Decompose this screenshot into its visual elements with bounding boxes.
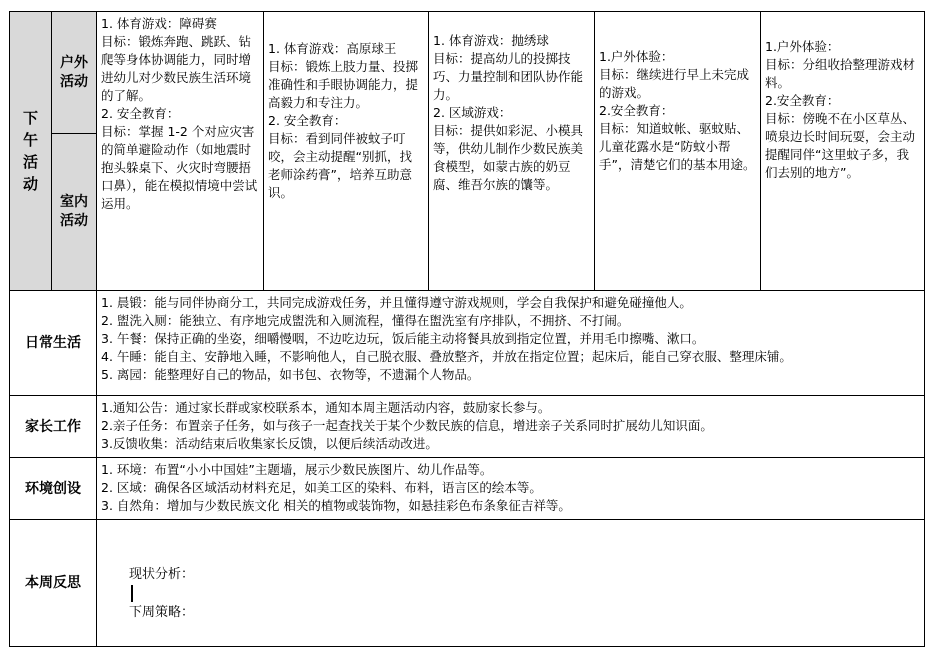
parent-work-row xyxy=(10,396,925,458)
environment-item[interactable]: 1. 环境：布置“小小中国娃”主题墙，展示少数民族图片、幼儿作品等。 xyxy=(101,462,493,477)
daily-life-item[interactable]: 2. 盥洗入厕：能独立、有序地完成盥洗和入厕流程，懂得在盥洗室有序排队，不拥挤、不打闹。 xyxy=(101,313,630,328)
daily-life-item[interactable]: 5. 离园：能整理好自己的物品，如书包、衣物等，不遗漏个人物品。 xyxy=(101,367,480,382)
environment-label: 环境创设 xyxy=(10,458,97,520)
indoor-label-text: 室内活动 xyxy=(60,194,88,230)
day5-second-goal[interactable]: 目标：傍晚不在小区草丛、喷泉边长时间玩耍，会主动提醒同伴“这里蚊子多，我们去别的地方”。 xyxy=(765,111,916,180)
day2-second-goal[interactable]: 目标：看到同伴被蚊子叮咬，会主动提醒“别抓，找老师涂药膏”，培养互助意识。 xyxy=(268,131,412,200)
parent-work-item[interactable]: 1.通知公告：通过家长群或家校联系本，通知本周主题活动内容，鼓励家长参与。 xyxy=(101,400,551,415)
afternoon-label xyxy=(10,12,52,291)
reflection-body[interactable] xyxy=(97,520,925,647)
parent-work-item[interactable]: 2.亲子任务：布置亲子任务，如与孩子一起查找关于某个少数民族的信息，增进亲子关系同时扩展幼儿知识面。 xyxy=(101,418,713,433)
day5-second-title[interactable]: 2.安全教育： xyxy=(765,93,840,108)
day1-game-goal[interactable]: 目标：锻炼奔跑、跳跃、钻爬等身体协调能力，同时增进幼儿对少数民族生活环境的了解。 xyxy=(101,34,252,103)
afternoon-day-5 xyxy=(761,12,925,291)
day5-game-title[interactable]: 1.户外体验： xyxy=(765,39,840,54)
indoor-label xyxy=(52,134,97,291)
day2-game-title[interactable]: 1. 体育游戏：高原球王 xyxy=(268,41,397,56)
parent-work-item[interactable]: 3.反馈收集：活动结束后收集家长反馈，以便后续活动改进。 xyxy=(101,436,438,451)
afternoon-day-4 xyxy=(595,12,761,291)
text-cursor xyxy=(131,585,133,602)
day3-second-title[interactable]: 2. 区域游戏： xyxy=(433,105,512,120)
daily-life-row xyxy=(10,291,925,396)
afternoon-row xyxy=(10,12,925,134)
day1-second-goal[interactable]: 目标：掌握 1-2 个对应灾害的简单避险动作（如地震时抱头躲桌下、火灾时弯腰捂口鼻），能在模拟情境中尝试运用。 xyxy=(101,124,258,211)
parent-work-label: 家长工作 xyxy=(10,396,97,458)
daily-life-item[interactable]: 3. 午餐：保持正确的坐姿，细嚼慢咽，不边吃边玩，饭后能主动将餐具放到指定位置，并用毛巾擦嘴、漱口。 xyxy=(101,331,705,346)
daily-life-label: 日常生活 xyxy=(10,291,97,396)
day3-game-title[interactable]: 1. 体育游戏：抛绣球 xyxy=(433,33,549,48)
day4-game-title[interactable]: 1.户外体验： xyxy=(599,49,674,64)
daily-life-item[interactable]: 1. 晨锻：能与同伴协商分工，共同完成游戏任务，并且懂得遵守游戏规则，学会自我保护和避免碰撞他人。 xyxy=(101,295,692,310)
environment-row xyxy=(10,458,925,520)
afternoon-day-3 xyxy=(429,12,595,291)
next-strategy-label[interactable]: 下周策略： xyxy=(129,605,195,620)
daily-life-item[interactable]: 4. 午睡：能自主、安静地入睡，不影响他人，自己脱衣服、叠放整齐，并放在指定位置；起床后，能自己穿衣服、整理床铺。 xyxy=(101,349,792,364)
day4-game-goal[interactable]: 目标：继续进行早上未完成的游戏。 xyxy=(599,67,750,100)
weekly-plan-table xyxy=(9,11,925,647)
parent-work-items xyxy=(97,396,925,458)
day1-game-title[interactable]: 1. 体育游戏：障碍赛 xyxy=(101,16,217,31)
day2-game-goal[interactable]: 目标：锻炼上肢力量、投掷准确性和手眼协调能力，提高毅力和专注力。 xyxy=(268,59,419,110)
afternoon-day-2 xyxy=(264,12,429,291)
afternoon-label-text: 下午活动 xyxy=(22,109,38,193)
daily-life-items xyxy=(97,291,925,396)
environment-item[interactable]: 2. 区域：确保各区域活动材料充足，如美工区的染料、布料，语言区的绘本等。 xyxy=(101,480,542,495)
day2-second-title[interactable]: 2. 安全教育： xyxy=(268,113,347,128)
outdoor-label-text: 户外活动 xyxy=(60,54,88,90)
reflection-label: 本周反思 xyxy=(10,520,97,647)
day5-game-goal[interactable]: 目标：分组收拾整理游戏材料。 xyxy=(765,57,916,90)
current-analysis-label: 现状分析： xyxy=(129,567,195,582)
outdoor-label xyxy=(52,12,97,134)
day4-second-title[interactable]: 2.安全教育： xyxy=(599,103,674,118)
day3-game-goal[interactable]: 目标：提高幼儿的投掷技巧、力量控制和团队协作能力。 xyxy=(433,51,584,102)
day4-second-goal[interactable]: 目标：知道蚊帐、驱蚊贴、儿童花露水是“防蚊小帮手”，清楚它们的基本用途。 xyxy=(599,121,756,172)
environment-item[interactable]: 3. 自然角：增加与少数民族文化 相关的植物或装饰物，如悬挂彩色布条象征吉祥等。 xyxy=(101,498,571,513)
reflection-row xyxy=(10,520,925,647)
afternoon-day-1 xyxy=(97,12,264,291)
day1-second-title[interactable]: 2. 安全教育： xyxy=(101,106,180,121)
environment-items xyxy=(97,458,925,520)
current-analysis-line[interactable] xyxy=(129,564,924,602)
day3-second-goal[interactable]: 目标：提供如彩泥、小模具等，供幼儿制作少数民族美食模型，如蒙古族的奶豆腐、维吾尔族的馕等。 xyxy=(433,123,584,192)
